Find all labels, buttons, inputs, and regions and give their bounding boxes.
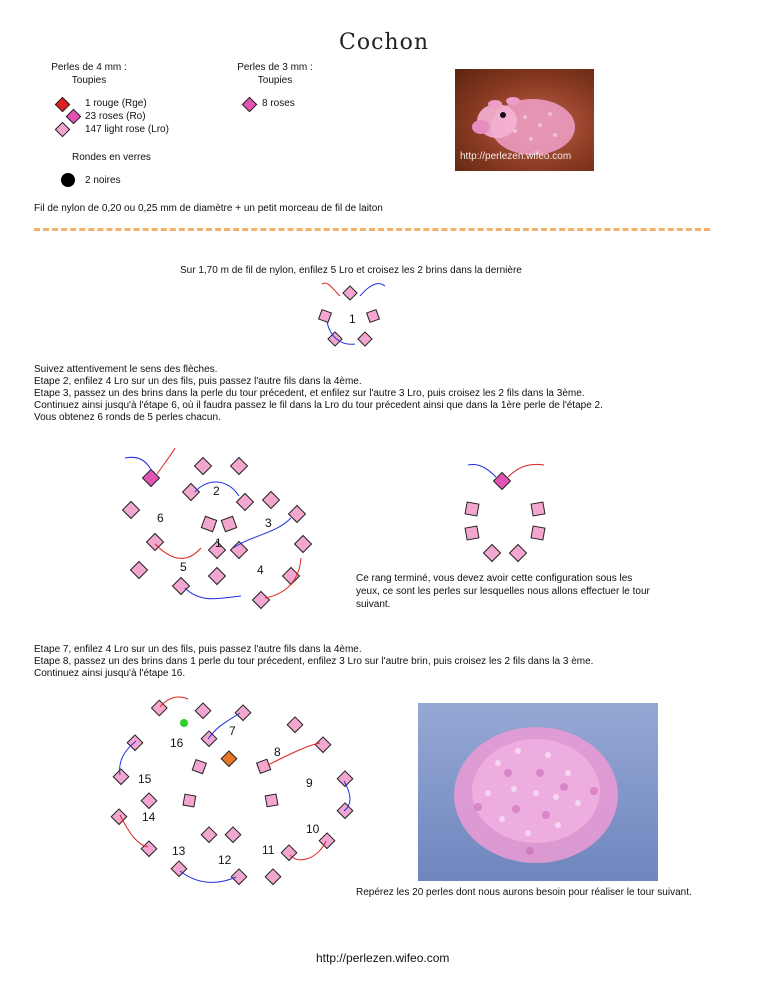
diag3-label-8: 8 xyxy=(274,745,281,759)
instr2-line1: Etape 7, enfilez 4 Lro sur un des fils, puis passez l'autre fils dans la 4ème. xyxy=(34,644,362,655)
beads-photo-svg xyxy=(418,703,658,881)
diag3-label-10: 10 xyxy=(306,822,320,836)
divider xyxy=(34,228,710,231)
photo1-watermark: http://perlezen.wifeo.com xyxy=(460,151,572,162)
item3-rose: 8 roses xyxy=(262,98,295,109)
diag2-label-1: 1 xyxy=(215,536,222,550)
col3-sub-text: Toupies xyxy=(257,75,293,86)
black-bead-icon xyxy=(61,173,75,187)
diag2-label-6: 6 xyxy=(157,511,164,525)
diag2-label-5: 5 xyxy=(180,560,187,574)
pig-photo xyxy=(455,69,594,171)
item4-rose: 23 roses (Ro) xyxy=(85,111,146,122)
instr1-line4: Continuez ainsi jusqu'à l'étape 6, où il faudra passez le fil dans la Lro du tour précedent ainsi que dans la 1ère perle de l'étape 2. xyxy=(34,400,603,411)
instr2-line2: Etape 8, passez un des brins dans 1 perle du tour précedent, enfilez 3 Lro sur l'autre brin, puis croisez les 2 fils dans la 3 ème. xyxy=(34,656,594,667)
page-title: Cochon xyxy=(339,30,429,55)
step1-label: 1 xyxy=(349,312,356,326)
diag3-label-7: 7 xyxy=(229,724,236,738)
bead-lro-icon xyxy=(55,122,71,138)
diag2-label-3: 3 xyxy=(265,516,272,530)
diag3-label-9: 9 xyxy=(306,776,313,790)
step1-text: Sur 1,70 m de fil de nylon, enfilez 5 Lro et croisez les 2 brins dans la dernière xyxy=(180,265,522,276)
col3-header xyxy=(225,61,325,87)
item4-rouge: 1 rouge (Rge) xyxy=(85,98,147,109)
diag3-label-12: 12 xyxy=(218,853,232,867)
config-ring-diagram xyxy=(450,455,560,565)
rondes-header: Rondes en verres xyxy=(72,152,151,163)
instr1-line2: Etape 2, enfilez 4 Lro sur un des fils, puis passez l'autre fils dans la 4ème. xyxy=(34,376,362,387)
instructions1 xyxy=(34,364,734,424)
diag2-label-4: 4 xyxy=(257,563,264,577)
col4-header xyxy=(34,61,144,87)
instructions2 xyxy=(34,644,734,680)
config-note: Ce rang terminé, vous devez avoir cette configuration sous les yeux, ce sont les perles sur lesquelles nous allons effectuer le tour suivant. xyxy=(356,573,650,610)
instr1-line3: Etape 3, passez un des brins dans la perle du tour précedent, et enfilez sur l'autre 3 Lro, puis croisez les 2 fils dans la 3ème. xyxy=(34,388,585,399)
step2-diagram xyxy=(115,448,335,618)
diag3-label-16: 16 xyxy=(170,736,184,750)
photo2-note: Repérez les 20 perles dont nous aurons besoin pour réaliser le tour suivant. xyxy=(356,887,692,898)
instr1-line5: Vous obtenez 6 ronds de 5 perles chacun. xyxy=(34,412,221,423)
item4-lro: 147 light rose (Lro) xyxy=(85,124,169,135)
bead-rouge-icon xyxy=(55,97,71,113)
bead-rose3-icon xyxy=(242,97,258,113)
col4-header-text: Perles de 4 mm : xyxy=(51,62,127,73)
instr2-line3: Continuez ainsi jusqu'à l'étape 16. xyxy=(34,668,186,679)
diag2-label-2: 2 xyxy=(213,484,220,498)
wire-text: Fil de nylon de 0,20 ou 0,25 mm de diamètre + un petit morceau de fil de laiton xyxy=(34,203,383,214)
col4-sub-text: Toupies xyxy=(71,75,107,86)
diag3-label-14: 14 xyxy=(142,810,156,824)
beads-photo xyxy=(418,703,658,881)
bead-rose-icon xyxy=(66,109,82,125)
col3-header-text: Perles de 3 mm : xyxy=(237,62,313,73)
diag3-label-11: 11 xyxy=(262,843,275,857)
diag3-label-15: 15 xyxy=(138,772,152,786)
step3-diagram xyxy=(108,695,368,895)
diag3-label-13: 13 xyxy=(172,844,186,858)
rondes-item: 2 noires xyxy=(85,175,121,186)
instr1-line1: Suivez attentivement le sens des flèches. xyxy=(34,364,218,375)
items4-list xyxy=(85,97,169,136)
footer-url: http://perlezen.wifeo.com xyxy=(316,951,450,965)
